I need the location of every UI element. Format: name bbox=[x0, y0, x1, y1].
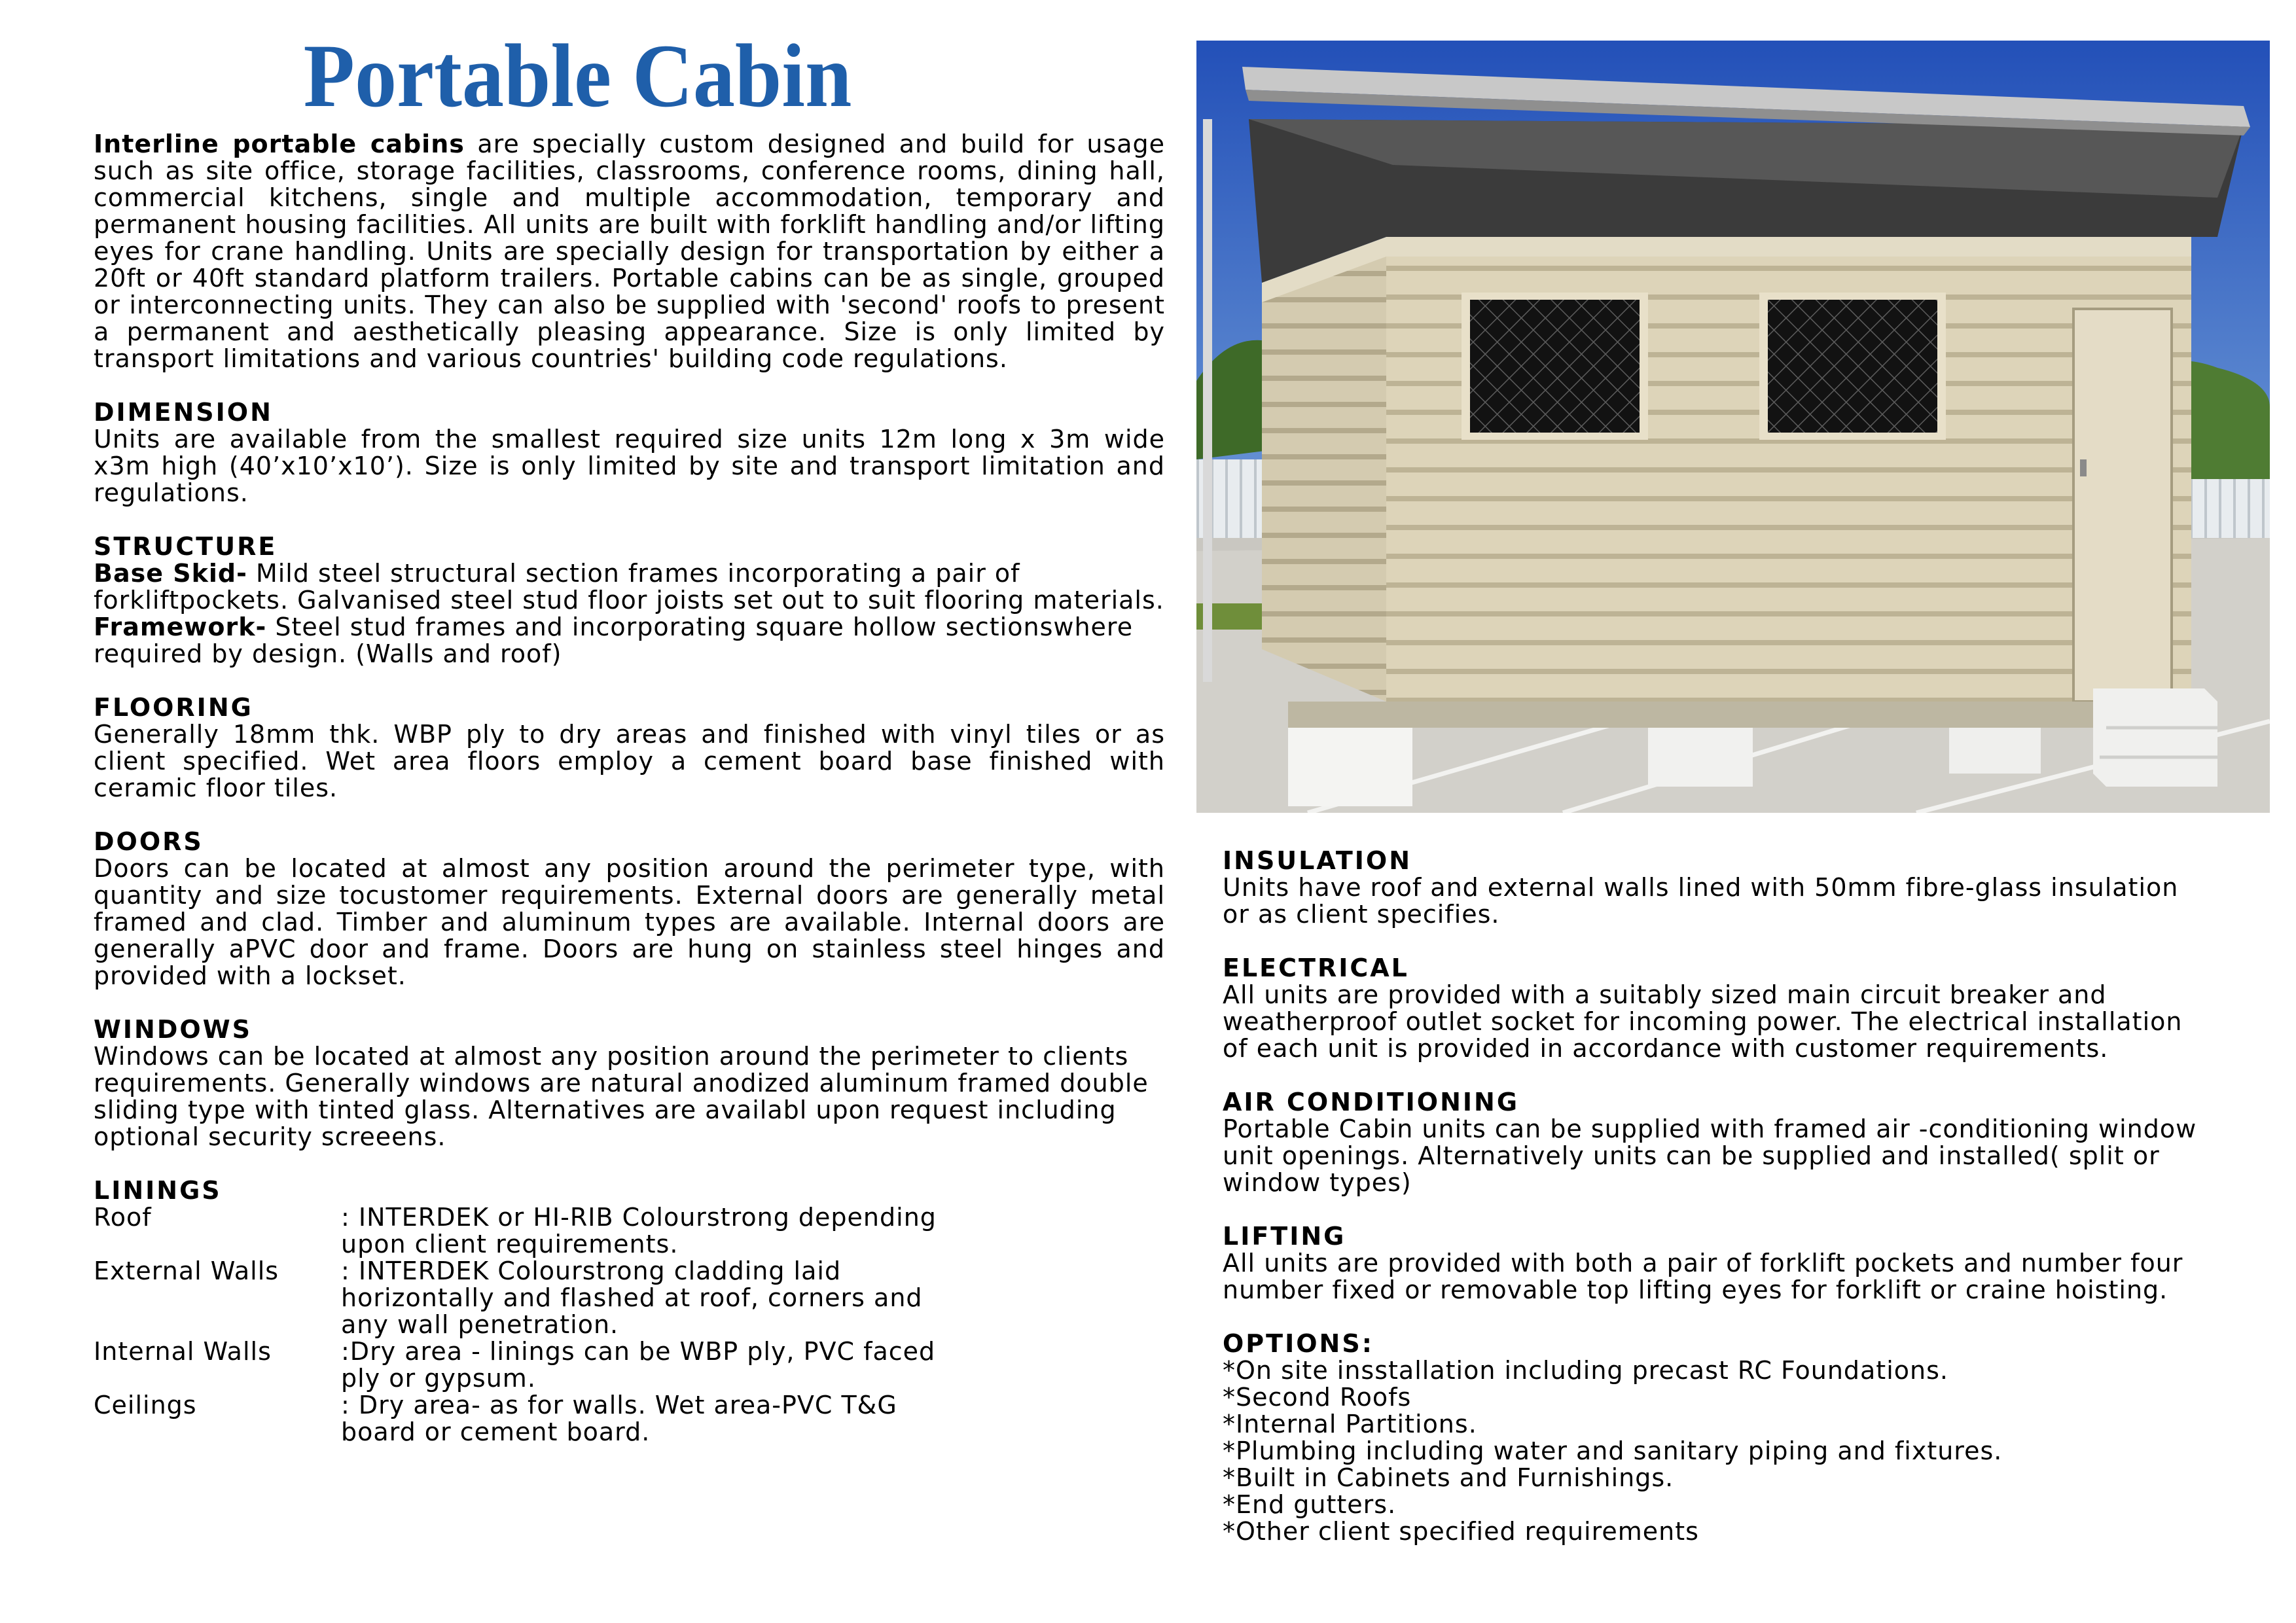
section-text: Units are available from the smallest required size units 12m long x 3m wide x3m high (40’x10’x10’). Size is only limited by site and transport limitation and regulations. bbox=[94, 425, 1165, 507]
base-skid bbox=[1288, 702, 2191, 728]
section-heading: ELECTRICAL bbox=[1223, 954, 1409, 982]
section-heading: STRUCTURE bbox=[94, 532, 278, 561]
section-heading: AIR CONDITIONING bbox=[1223, 1088, 1520, 1116]
option-item: *Plumbing including water and sanitary piping and fixtures. bbox=[1223, 1436, 2003, 1465]
air-conditioning-section bbox=[1223, 1089, 2204, 1196]
intro-lead: Interline portable cabins bbox=[94, 130, 465, 158]
lining-row-roof bbox=[94, 1204, 1165, 1258]
linings-section bbox=[94, 1177, 1165, 1446]
left-column bbox=[94, 131, 1165, 1446]
windows-section bbox=[94, 1016, 1165, 1150]
framework-description: Steel stud frames and incorporating square hollow sectionswhere required by design. (Walls and roof) bbox=[94, 613, 1134, 668]
downpipe bbox=[1203, 119, 1212, 682]
option-item: *Second Roofs bbox=[1223, 1383, 1412, 1412]
section-text: Doors can be located at almost any position around the perimeter type, with quantity and size tocustomer requirements. External doors are generally metal framed and clad. Timber and aluminum types are available. Internal doors are generally aPVC door and frame. Doors are hung on stainless steel hinges and provided with a lockset. bbox=[94, 854, 1165, 990]
section-heading: LIFTING bbox=[1223, 1222, 1346, 1251]
lining-value: : Dry area- as for walls. Wet area-PVC T&G board or cement board. bbox=[341, 1391, 897, 1446]
option-item: *Internal Partitions. bbox=[1223, 1410, 1477, 1438]
lining-label: External Walls bbox=[94, 1257, 279, 1285]
intro-text: are specially custom designed and build for usage such as site office, storage facilities, classrooms, conference rooms, dining hall, commercial kitchens, single and multiple accommodation, temporary and permanent housing facilities. All units are built with forklift handling and/or lifting eyes for crane handling. Units are specially design for transportation by either a 20ft or 40ft standard platform trailers. Portable cabins can be as single, grouped or interconnecting units. They can also be supplied with 'second' roofs to present a permanent and aesthetically pleasing appearance. Size is only limited by transport limitations and various countries' building code regulations. bbox=[94, 130, 1166, 373]
intro-paragraph bbox=[94, 131, 1165, 372]
section-text: Windows can be located at almost any position around the perimeter to clients requirements. Generally windows are natural anodized aluminum framed double sliding type with tinted glass. Alternatives are availabl upon request including optional security screeens. bbox=[94, 1042, 1149, 1151]
doors-section bbox=[94, 829, 1165, 990]
option-item: *Built in Cabinets and Furnishings. bbox=[1223, 1463, 1674, 1492]
option-item: *On site insstallation including precast RC Foundations. bbox=[1223, 1356, 1948, 1385]
lining-value: :Dry area - linings can be WBP ply, PVC faced ply or gypsum. bbox=[341, 1337, 936, 1393]
section-heading: FLOORING bbox=[94, 693, 253, 722]
electrical-section bbox=[1223, 955, 2204, 1062]
lining-row-internal-walls bbox=[94, 1338, 1165, 1392]
lifting-section bbox=[1223, 1223, 2204, 1304]
section-text: Portable Cabin units can be supplied with framed air -conditioning window unit openings. Alternatively units can be supplied and installed( split or window types) bbox=[1223, 1115, 2197, 1197]
insulation-section bbox=[1223, 847, 2204, 928]
base-skid-text bbox=[94, 560, 1165, 614]
section-heading: WINDOWS bbox=[94, 1015, 252, 1044]
lining-label: Roof bbox=[94, 1203, 152, 1232]
section-text: All units are provided with a suitably sized main circuit breaker and weatherproof outlet socket for incoming power. The electrical installation of each unit is provided in accordance with customer requirements. bbox=[1223, 980, 2183, 1063]
flooring-section bbox=[94, 694, 1165, 802]
base-skid-description: Mild steel structural section frames incorporating a pair of forkliftpockets. Galvanised steel stud floor joists set out to suit flooring materials. bbox=[94, 559, 1164, 615]
page-title: Portable Cabin bbox=[303, 26, 852, 126]
door bbox=[2073, 309, 2172, 702]
option-item: *End gutters. bbox=[1223, 1490, 1397, 1519]
lining-label: Internal Walls bbox=[94, 1337, 272, 1366]
section-heading: INSULATION bbox=[1223, 846, 1412, 875]
lining-label: Ceilings bbox=[94, 1391, 197, 1419]
lining-row-external-walls bbox=[94, 1258, 1165, 1338]
option-item: *Other client specified requirements bbox=[1223, 1517, 1699, 1546]
cabin-illustration bbox=[1196, 41, 2270, 813]
section-text: Units have roof and external walls lined with 50mm fibre-glass insulation or as client specifies. bbox=[1223, 873, 2179, 929]
section-text: Generally 18mm thk. WBP ply to dry areas and finished with vinyl tiles or as client specified. Wet area floors employ a cement board base finished with ceramic floor tiles. bbox=[94, 720, 1165, 802]
base-skid-label: Base Skid- bbox=[94, 559, 247, 588]
cabin-photo bbox=[1196, 41, 2270, 813]
section-heading: DOORS bbox=[94, 827, 204, 856]
framework-label: Framework- bbox=[94, 613, 267, 641]
lining-row-ceilings bbox=[94, 1392, 1165, 1446]
lining-value: : INTERDEK or HI-RIB Colourstrong depending upon client requirements. bbox=[341, 1203, 937, 1258]
section-text: All units are provided with both a pair of forklift pockets and number four number fixed or removable top lifting eyes for forklift or craine hoisting. bbox=[1223, 1249, 2183, 1304]
dimension-section bbox=[94, 399, 1165, 507]
section-heading: DIMENSION bbox=[94, 398, 273, 427]
cabin-side-wall bbox=[1262, 243, 1386, 702]
framework-text bbox=[94, 614, 1165, 668]
section-heading: LININGS bbox=[94, 1176, 222, 1205]
section-heading: OPTIONS: bbox=[1223, 1329, 1374, 1358]
right-column bbox=[1223, 847, 2204, 1545]
steps bbox=[2093, 688, 2217, 787]
lining-value: : INTERDEK Colourstrong cladding laid horizontally and flashed at roof, corners and any wall penetration. bbox=[341, 1257, 923, 1339]
options-section bbox=[1223, 1330, 2204, 1545]
structure-section bbox=[94, 533, 1165, 668]
